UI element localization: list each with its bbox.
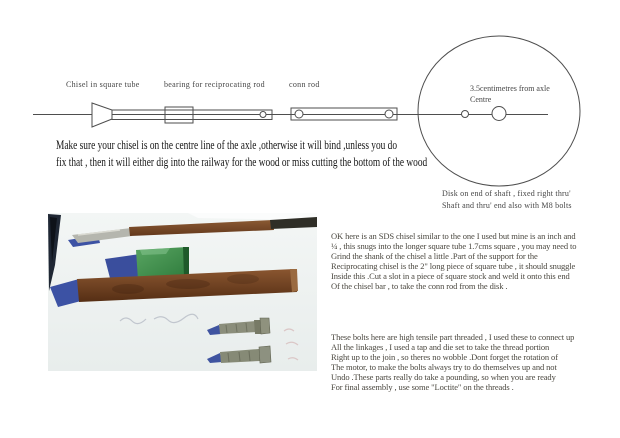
disk-caption [442,188,572,212]
notes-column [331,231,619,392]
bolt1-collar [254,320,261,334]
bar-mottle-2 [166,279,210,289]
parts-photo [48,213,317,371]
notes-paragraph-1 [331,231,619,291]
square-tube [112,110,272,120]
conn-rod-bar [291,108,397,120]
bar-mottle-3 [227,274,259,284]
caption-line2: fix that , then it will either dig into the railway for the wood or miss cutting the bottom of the wood [56,154,428,169]
p2-line3: Right up to the join , so theres no wobble .Dont forget the rotation of [331,352,558,362]
conn-rod-right-hole [385,110,393,118]
p2-line2: All the linkages , I used a tap and die set to take the thread portion [331,342,550,352]
p1-line3: Grind the shank of the chisel a little .Part of the support for the [331,251,538,261]
bolt2-head [259,346,271,363]
parts-photo-art [48,213,317,371]
p1-line6: Of the chisel bar , to take the conn rod from the disk . [331,281,508,291]
disk-annotation [470,83,550,105]
chisel-cone [92,103,112,127]
p1-line1: OK here is an SDS chisel similar to the one I used but mine is an inch and [331,231,576,241]
p2-line5: Undo .These parts really do take a pounding, so when you are ready [331,372,556,382]
caption-line1: Make sure your chisel is on the centre line of the axle ,otherwise it will bind ,unless you do [56,137,398,152]
crank-pin-hole [462,111,469,118]
label-bearing: bearing for reciprocating rod [164,80,265,89]
p2-line4: The motor, to make the bolts always try to do themselves up and not [331,362,557,372]
label-chisel-in-square-tube: Chisel in square tube [66,80,140,89]
disk-annotation-line2: Centre [470,95,492,104]
bolt1-head [260,318,270,334]
axle-centre-hole [492,107,506,121]
bar-mottle-1 [112,284,144,294]
p1-line5: Inside this .Cut a slot in a piece of square stock and weld it onto this end [331,271,570,281]
notes-paragraph-2 [331,332,619,392]
alignment-warning-caption [56,136,427,170]
bearing-box [165,107,193,123]
conn-rod-left-hole [295,110,303,118]
p2-line1: These bolts here are high tensile part threaded , I used these to connect up [331,332,575,342]
disk-circle [418,36,580,186]
green-block-edge [183,247,189,277]
p1-line2: ¼ , this snugs into the longer square tube 1.7cms square , you may need to [331,241,577,251]
p2-line6: For final assembly , use some "Loctite" on the threads . [331,382,514,392]
disk-caption-line1: Disk on end of shaft , fixed right thru' [442,189,571,198]
p1-line4: Reciprocating chisel is the 2" long piece of square tube , it should snuggle [331,261,576,271]
disk-caption-line2: Shaft and thru' end also with M8 bolts [442,201,572,210]
label-conn-rod: conn rod [289,80,320,89]
disk-annotation-line1: 3.5centimetres from axle [470,84,550,93]
tube-end-hole [260,112,266,118]
